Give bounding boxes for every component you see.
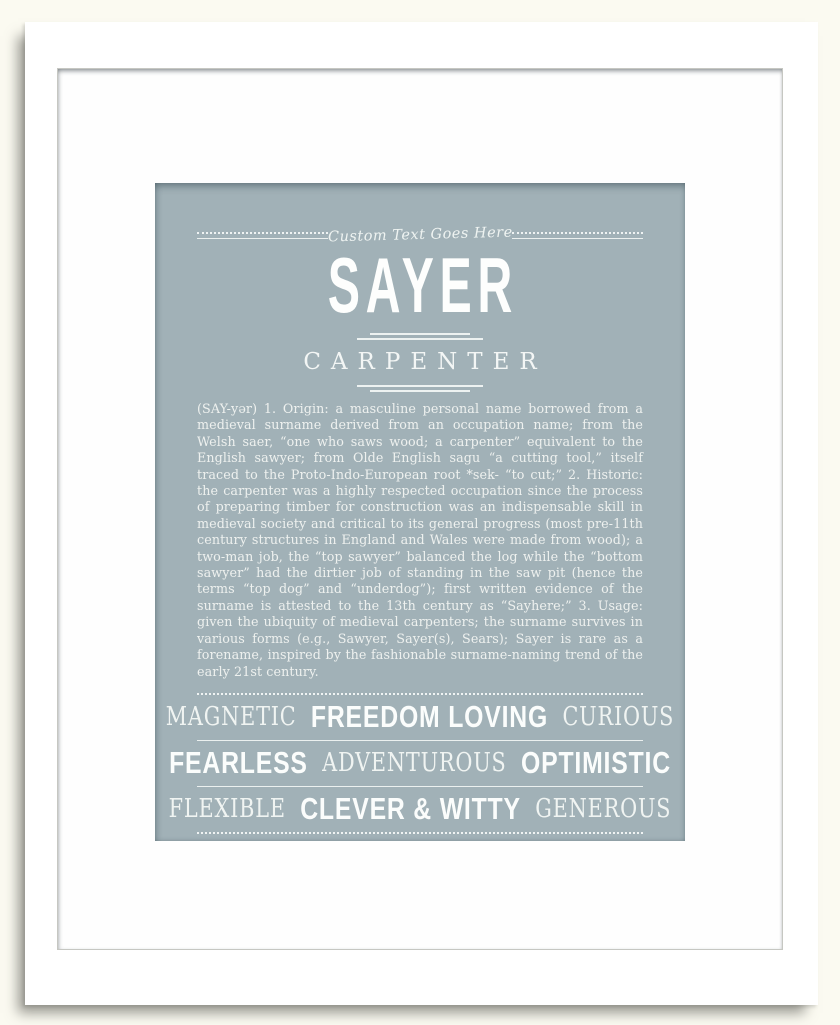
custom-text-label: Custom Text Goes Here bbox=[327, 224, 513, 246]
mat-board bbox=[57, 68, 783, 950]
dotted-rule-bottom bbox=[197, 832, 643, 834]
divider-line bbox=[370, 333, 470, 335]
divider-under-name bbox=[197, 333, 643, 340]
dots-row-icon bbox=[197, 232, 328, 234]
divider-under-occupation bbox=[197, 385, 643, 392]
occupation-label: CARPENTER bbox=[303, 349, 547, 375]
art-print bbox=[155, 183, 685, 841]
divider-line bbox=[357, 385, 483, 387]
definition-paragraph: (SAY-yər) 1. Origin: a masculine personal name borrowed from a medieval surname derived from an occupation name; from the Welsh saer, “one who saws wood; a carpenter” equivalent to the English sawyer; from Olde English sagu “a cutting tool,” itself traced to the Proto-Indo-European root *sek- “to cut;” 2. Historic: the carpenter was a highly respected occupation since the process of preparing timber for construction was an indispensable skill in medieval society and critical to its general progress (most pre-11th century structures in England and Wales were made from wood); a two-man job, the “top sawyer” balanced the log while the “bottom sawyer” had the dirtier job of standing in the saw pit (hence the terms “top dog” and “underdog”); first written evidence of the surname is attested to the 13th century as “Sayhere;” 3. Usage: given the ubiquity of medieval carpenters; the surname survives in various forms (e.g., Sawyer, Sayer(s), Sears); Sayer is rare as a forename, inspired by the fashionable surname-naming trend of the early 21st century. bbox=[197, 401, 643, 679]
picture-frame bbox=[25, 22, 818, 1005]
trait-word: MAGNETIC bbox=[165, 702, 297, 733]
trait-row bbox=[168, 787, 672, 832]
trait-word: CURIOUS bbox=[562, 702, 675, 733]
dots-row-icon bbox=[512, 232, 643, 234]
ornament-rule bbox=[197, 238, 328, 239]
trait-word: FLEXIBLE bbox=[168, 794, 286, 825]
name-title: SAYER bbox=[327, 241, 518, 329]
trait-word: OPTIMISTIC bbox=[521, 745, 671, 781]
left-dots-ornament bbox=[197, 232, 328, 239]
divider-line bbox=[370, 390, 470, 392]
trait-word: FREEDOM LOVING bbox=[310, 699, 549, 735]
divider-line bbox=[357, 338, 483, 340]
trait-row bbox=[169, 741, 671, 786]
trait-word: GENEROUS bbox=[535, 794, 672, 825]
ornament-rule bbox=[512, 238, 643, 239]
trait-word: FEARLESS bbox=[169, 745, 308, 781]
trait-row bbox=[165, 695, 675, 740]
trait-word: ADVENTUROUS bbox=[322, 748, 507, 779]
traits-section bbox=[165, 693, 675, 834]
right-dots-ornament bbox=[512, 232, 643, 239]
trait-word: CLEVER & WITTY bbox=[300, 791, 521, 827]
